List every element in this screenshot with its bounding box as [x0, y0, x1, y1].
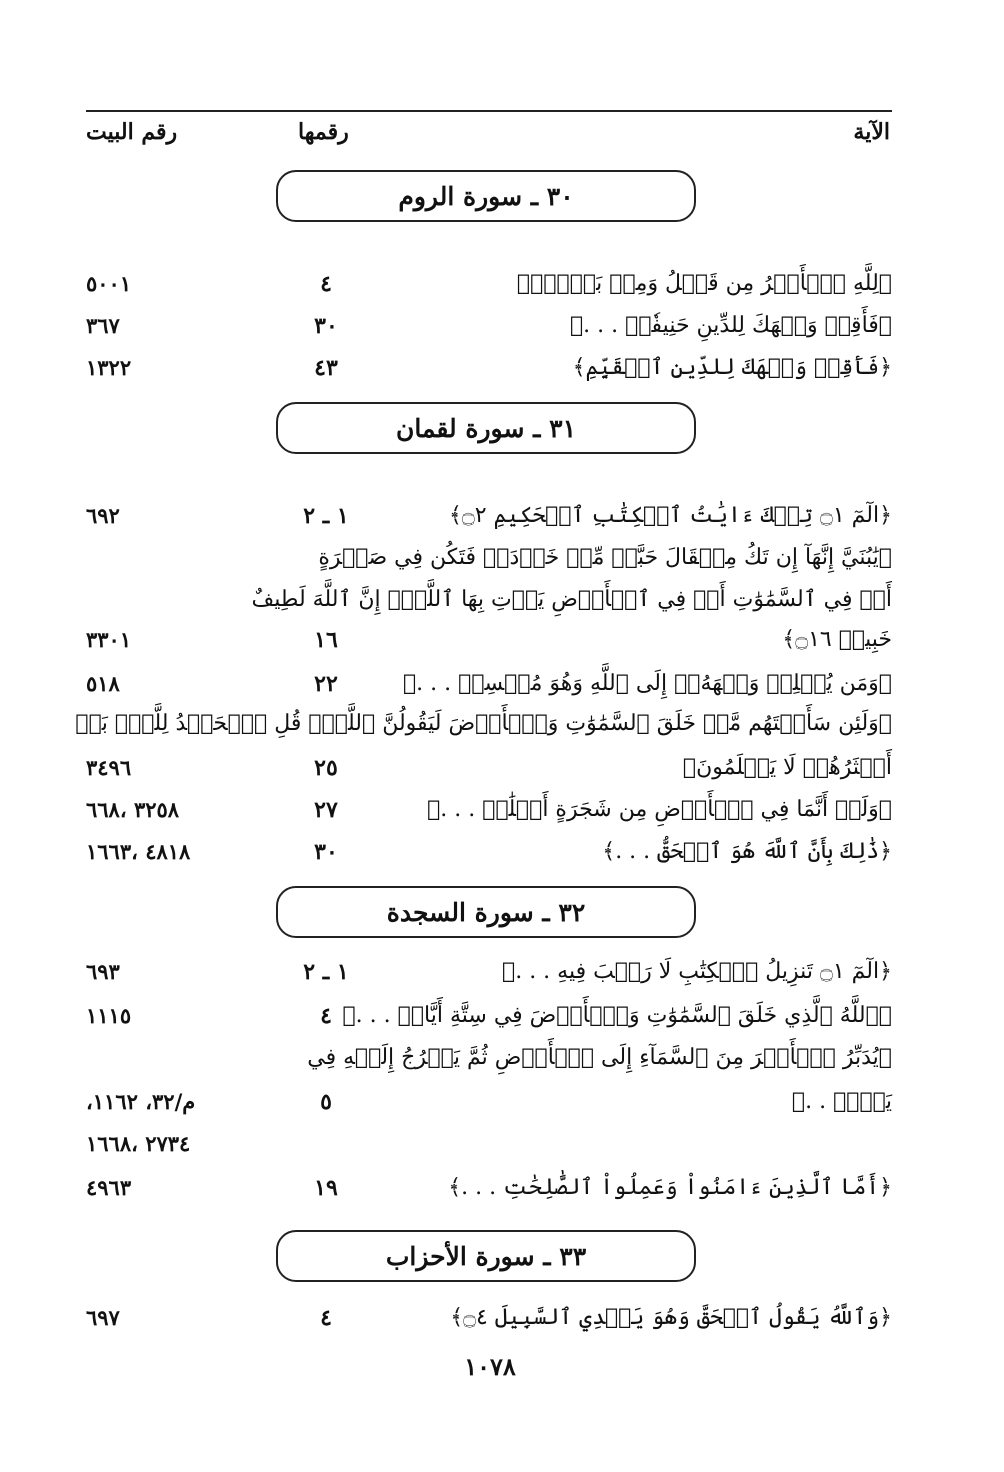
verse-text: ﴿وَلَئِن سَأَلۡتَهُم مَّنۡ خَلَقَ ٱلسَّمَٰوَٰتِ وَٱلۡأَرۡضَ لَيَقُولُنَّ ٱللَّهُۚ قُلِ ٱلۡحَمۡدُ لِلَّهِۚ بَلۡ: [75, 711, 892, 736]
line-number: ٣٦٧: [86, 313, 120, 338]
verse-text: ﴿ذَٰلِكَ بِأَنَّ ٱللَّهَ هُوَ ٱلۡحَقُّ . . .﴾: [602, 839, 892, 864]
verse-number: ٤: [320, 1305, 332, 1331]
line-number: [86, 1042, 236, 1074]
table-row: [86, 348, 892, 388]
line-number: ١١١٥: [86, 1003, 132, 1028]
table-row: [86, 952, 892, 992]
verse-text: ﴿وَلَوۡ أَنَّمَا فِي ٱلۡأَرۡضِ مِن شَجَرَةٍ أَقۡلَٰمٞ . . .﴾: [427, 797, 892, 822]
verse-text: ﴿وَٱللَّهُ يَقُولُ ٱلۡحَقَّ وَهُوَ يَهۡدِي ٱلسَّبِيلَ ۝٤﴾: [450, 1305, 892, 1330]
table-row: [86, 1038, 892, 1078]
line-number: م/٣٢، ١١٦٢،: [86, 1089, 196, 1114]
header-number-column: رقمها: [298, 119, 349, 145]
page-number: ١٠٧٨: [464, 1352, 516, 1381]
verse-number: ٥: [320, 1089, 332, 1115]
line-number: ٤٨١٨ ،١٦٦٣: [86, 839, 191, 864]
surah-title: ٣٣ ـ سورة الأحزاب: [276, 1230, 696, 1282]
table-row: [86, 580, 892, 620]
table-row: [86, 1298, 892, 1338]
line-number: ٥١٨: [86, 671, 120, 696]
surah-title: ٣٢ ـ سورة السجدة: [276, 886, 696, 938]
verse-number: ٣٠: [314, 313, 338, 339]
line-number: ٥٠٠١: [86, 271, 132, 296]
verse-number: ١٩: [314, 1175, 338, 1201]
surah-title: ٣٠ ـ سورة الروم: [276, 170, 696, 222]
surah-title: ٣١ ـ سورة لقمان: [276, 402, 696, 454]
table-row: [86, 496, 892, 536]
line-number: ٦٩٢: [86, 503, 120, 528]
verse-text: أَوۡ فِي ٱلسَّمَٰوَٰتِ أَوۡ فِي ٱلۡأَرۡضِ يَأۡتِ بِهَا ٱللَّهُۚ إِنَّ ٱللَّهَ لَطِيفٌ: [251, 587, 892, 612]
verse-text: خَبِيرٞ ۝١٦﴾: [782, 627, 892, 652]
line-number: [86, 542, 236, 574]
verse-text: ﴿فَأَقِمۡ وَجۡهَكَ لِلدِّينِ ٱلۡقَيِّمِ﴾: [572, 355, 892, 380]
verse-text: ﴿الٓمٓ ۝١ تِلۡكَ ءَايَٰتُ ٱلۡكِتَٰبِ ٱلۡحَكِيمِ ۝٢﴾: [449, 503, 892, 528]
verse-text: يَوۡمٖ . .﴾: [791, 1089, 892, 1114]
verse-text: أَكۡثَرُهُمۡ لَا يَعۡلَمُونَ﴾: [682, 755, 892, 780]
line-number: [86, 584, 236, 616]
verse-text: ﴿لِلَّهِ ٱلۡأَمۡرُ مِن قَبۡلُ وَمِنۢ بَعۡدُۚ﴾: [516, 271, 892, 296]
header-rule: [86, 110, 892, 112]
table-row: [86, 996, 892, 1036]
table-row: [86, 538, 892, 578]
table-row: [86, 264, 892, 304]
table-row: [86, 790, 892, 830]
line-number: ٤٩٦٣: [86, 1175, 132, 1200]
verse-number: ٢٢: [314, 671, 338, 697]
table-row: [75, 704, 892, 744]
line-number: ٣٣٠١: [86, 627, 132, 652]
line-number: ٣٤٩٦: [86, 755, 132, 780]
line-number: ٦٩٣: [86, 959, 120, 984]
line-number: ٢٧٣٤ ،١٦٦٨: [86, 1131, 191, 1156]
line-number: ٦٩٧: [86, 1305, 120, 1330]
verse-number: ٤: [320, 1003, 332, 1029]
verse-number: ٤٣: [314, 355, 338, 381]
verse-text: ﴿أَمَّا ٱلَّذِينَ ءَامَنُواْ وَعَمِلُواْ ٱلصَّٰلِحَٰتِ . . .﴾: [448, 1175, 892, 1200]
verse-number: ١٦: [314, 627, 338, 653]
verse-number: ٢٧: [314, 797, 338, 823]
verse-text: ﴿وَمَن يُسۡلِمۡ وَجۡهَهُۥٓ إِلَى ٱللَّهِ وَهُوَ مُحۡسِنٞ . . .﴾: [402, 671, 892, 696]
verse-text: ﴿الٓمٓ ۝١ تَنزِيلُ ٱلۡكِتَٰبِ لَا رَيۡبَ فِيهِ . . .﴾: [502, 959, 892, 984]
verse-number: ٢٥: [314, 755, 338, 781]
table-row: [86, 1082, 892, 1122]
table-row: [86, 620, 892, 660]
table-row: [86, 306, 892, 346]
header-verse-column: الآية: [853, 119, 890, 145]
verse-number: ١ ـ ٢: [303, 503, 349, 529]
line-number: [86, 708, 236, 740]
line-number: ١٣٢٢: [86, 355, 132, 380]
table-row: [86, 664, 892, 704]
verse-text: ﴿ٱللَّهُ ٱلَّذِي خَلَقَ ٱلسَّمَٰوَٰتِ وَٱلۡأَرۡضَ فِي سِتَّةِ أَيَّامٖ . . .﴾: [342, 1003, 892, 1028]
verse-number: ٤: [320, 271, 332, 297]
verse-text: ﴿يُدَبِّرُ ٱلۡأَمۡرَ مِنَ ٱلسَّمَآءِ إِلَى ٱلۡأَرۡضِ ثُمَّ يَعۡرُجُ إِلَيۡهِ فِي: [307, 1045, 892, 1070]
table-row: [86, 1124, 892, 1164]
verse-number: ١ ـ ٢: [303, 959, 349, 985]
verse-text: ﴿فَأَقِمۡ وَجۡهَكَ لِلدِّينِ حَنِيفٗاۚ . . .﴾: [569, 313, 892, 338]
line-number: ٣٢٥٨ ،٦٦٨: [86, 797, 180, 822]
table-row: [86, 1168, 892, 1208]
verse-number: ٣٠: [314, 839, 338, 865]
verse-text: ﴿يَٰبُنَيَّ إِنَّهَآ إِن تَكُ مِثۡقَالَ حَبَّةٖ مِّنۡ خَرۡدَلٖ فَتَكُن فِي صَخۡرَةٍ: [318, 545, 892, 570]
table-row: [86, 832, 892, 872]
header-line-column: رقم البيت: [86, 119, 178, 145]
table-row: [86, 748, 892, 788]
